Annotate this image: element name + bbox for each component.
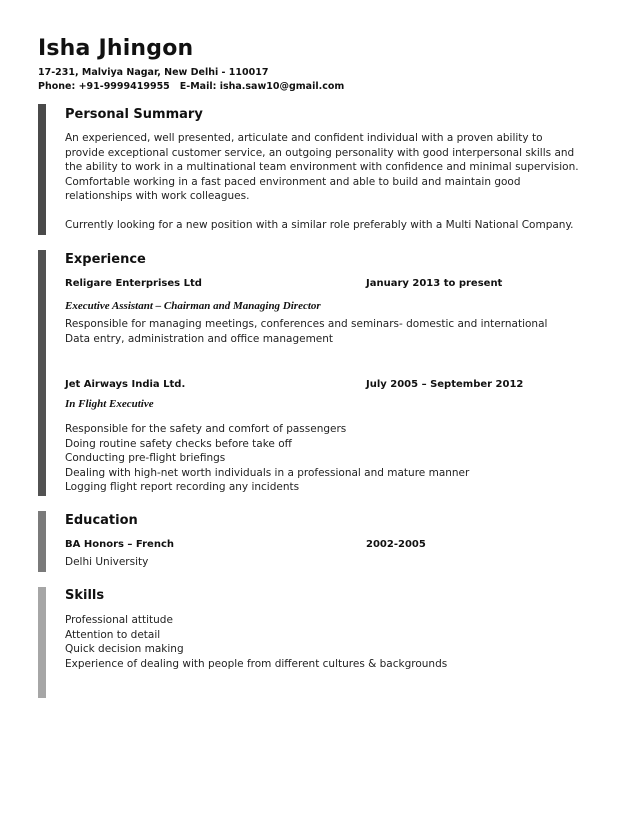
skills-section xyxy=(65,588,585,688)
skill-item: Experience of dealing with people from different cultures & backgrounds xyxy=(65,657,448,670)
duty-item: Data entry, administration and office management xyxy=(65,332,334,345)
duty-list xyxy=(65,422,469,495)
degree-name: BA Honors – French xyxy=(65,539,174,550)
skill-item: Quick decision making xyxy=(65,643,184,656)
section-heading: Skills xyxy=(65,588,105,603)
duty-item: Responsible for the safety and comfort of passengers xyxy=(65,423,347,435)
company-name: Religare Enterprises Ltd xyxy=(65,278,202,289)
skills-section-bar xyxy=(38,587,46,698)
skill-item: Attention to detail xyxy=(65,628,161,641)
experience-section-bar xyxy=(38,250,46,496)
summary-section-bar xyxy=(38,104,46,235)
phone-number: Phone: +91-9999419955 xyxy=(38,81,170,92)
job-dates: January 2013 to present xyxy=(366,278,503,289)
education-section-bar xyxy=(38,511,46,572)
company-name: Jet Airways India Ltd. xyxy=(65,379,186,390)
duty-item: Dealing with high-net worth individuals in a professional and mature manner xyxy=(65,466,470,479)
job-header xyxy=(65,379,585,393)
objective-paragraph: Currently looking for a new position with a similar role preferably with a Multi National Company. xyxy=(65,218,574,231)
job-dates: July 2005 – September 2012 xyxy=(366,379,524,390)
institution-name: Delhi University xyxy=(65,556,149,568)
address: 17-231, Malviya Nagar, New Delhi - 110017 xyxy=(38,67,269,78)
skill-item: Professional attitude xyxy=(65,614,173,626)
personal-summary-section xyxy=(65,107,585,232)
section-heading: Experience xyxy=(65,252,146,267)
job-title: In Flight Executive xyxy=(65,398,154,410)
applicant-name: Isha Jhingon xyxy=(38,36,194,61)
education-section xyxy=(65,513,585,573)
experience-section xyxy=(65,252,585,497)
duty-item: Logging flight report recording any incidents xyxy=(65,481,300,494)
degree-dates: 2002-2005 xyxy=(366,539,426,550)
duty-list xyxy=(65,317,547,346)
job-title: Executive Assistant – Chairman and Managing Director xyxy=(65,300,321,312)
section-heading: Personal Summary xyxy=(65,107,203,122)
duty-item: Doing routine safety checks before take off xyxy=(65,437,292,450)
duty-item: Conducting pre-flight briefings xyxy=(65,452,226,465)
degree-row xyxy=(65,539,585,553)
section-heading: Education xyxy=(65,513,138,528)
job-header xyxy=(65,278,585,292)
contact-line xyxy=(38,81,344,92)
email-address: E-Mail: isha.saw10@gmail.com xyxy=(179,81,345,92)
duty-item: Responsible for managing meetings, conferences and seminars- domestic and international xyxy=(65,318,548,330)
skills-list xyxy=(65,613,447,671)
summary-paragraph: An experienced, well presented, articulate and confident individual with a proven ability to provide exceptional customer service, an outgoing personality with good interpersonal skills and the ability to work in a multinational team environment with confidence and minimal supervision. Comfortable working in a fast paced environment and able to build and maintain good relationships with work colleagues. xyxy=(65,132,579,202)
